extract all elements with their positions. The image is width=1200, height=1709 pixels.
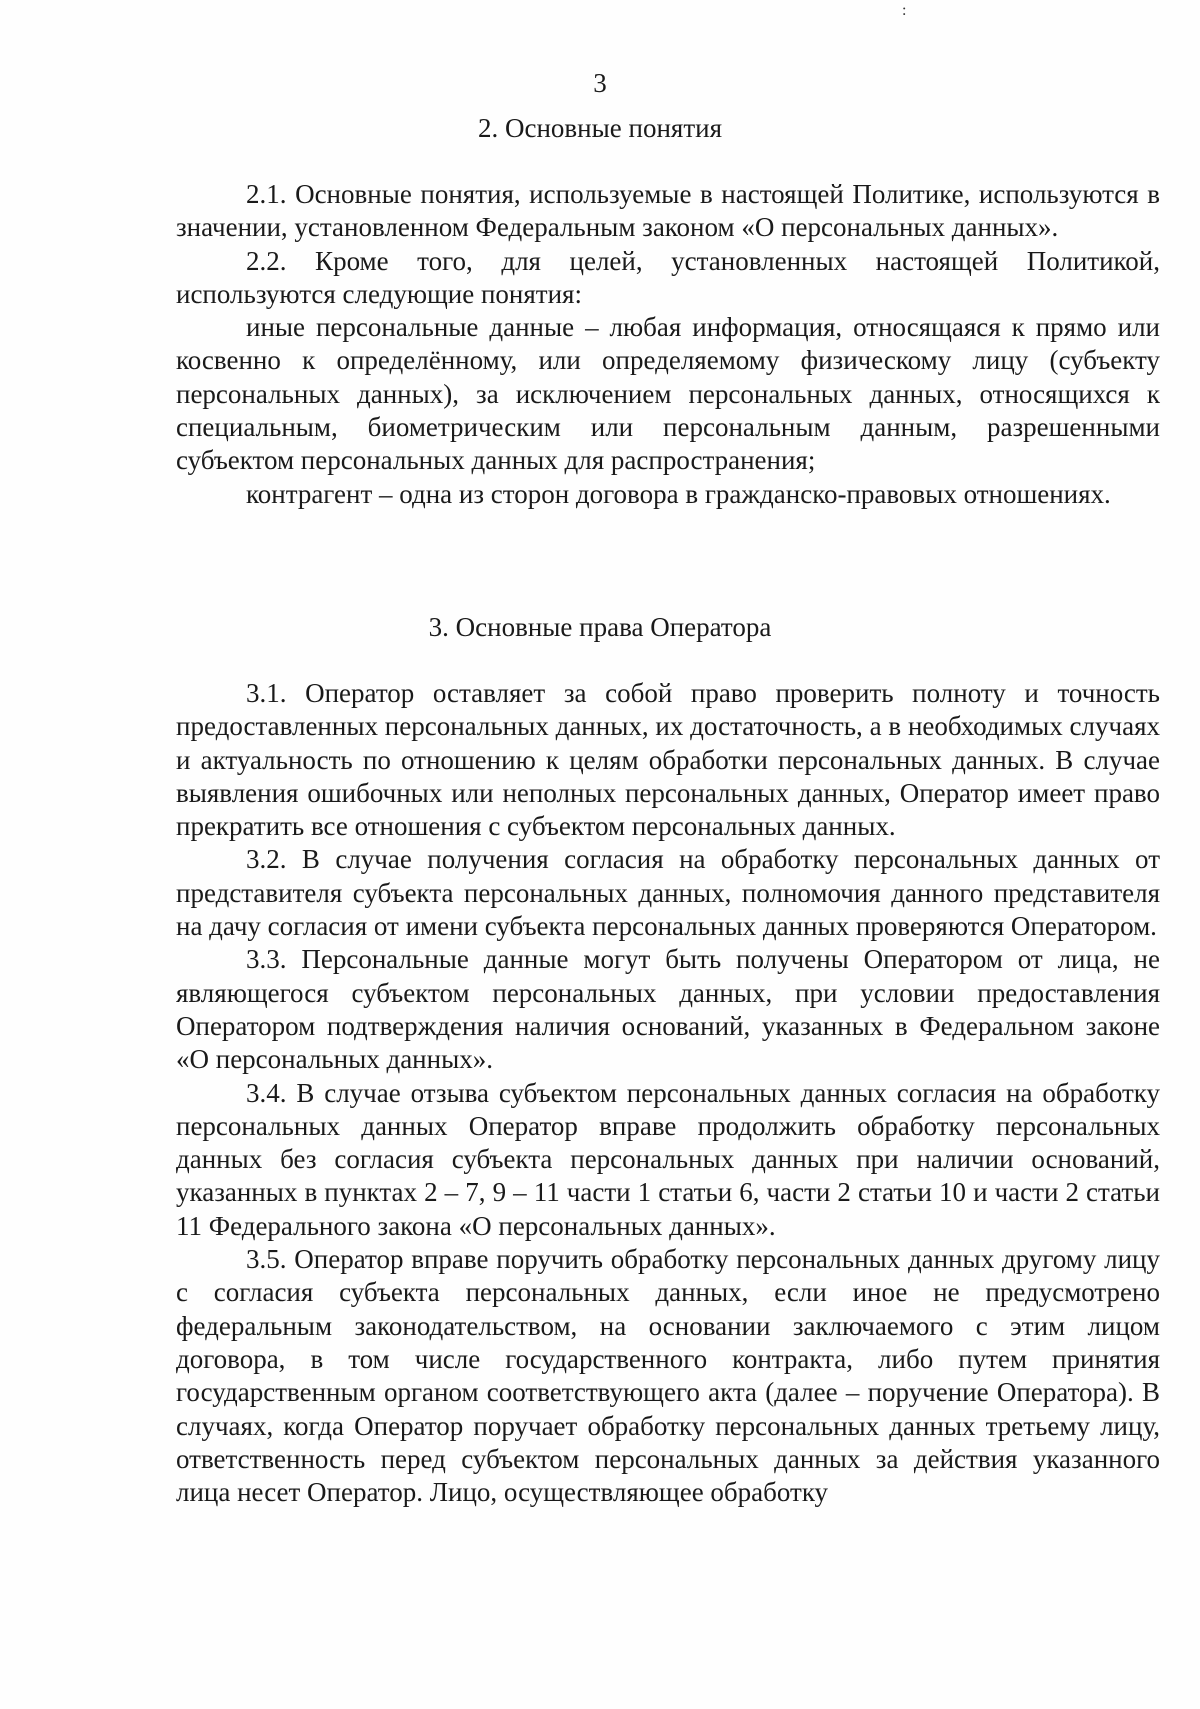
- section-3-body: [176, 677, 1160, 1509]
- paragraph-2-2: 2.2. Кроме того, для целей, установленных настоящей Политикой, используются следующие понятия:: [176, 245, 1160, 309]
- definition-other-personal-data: иные персональные данные – любая информация, относящаяся к прямо или косвенно к определённому, или определяемому физическому лицу (субъекту персональных данных), за исключением персональных данных, относящихся к специальным, биометрическим или персональным данным, разрешенными субъектом персональных данных для распространения;: [176, 312, 1160, 476]
- paragraph-3-5: 3.5. Оператор вправе поручить обработку персональных данных другому лицу с согласия субъекта персональных данных, если иное не предусмотрено федеральным законодательством, на основании заключаемого с этим лицом договора, в том числе государственного контракта, либо путем принятия государственным органом соответствующего акта (далее – поручение Оператора). В случаях, когда Оператор поручает обработку персональных данных третьему лицу, ответственность перед субъектом персональных данных за действия указанного лица несет Оператор. Лицо, осуществляющее обработку: [176, 1244, 1160, 1508]
- paragraph-3-2: 3.2. В случае получения согласия на обработку персональных данных от представителя субъекта персональных данных, полномочия данного представителя на дачу согласия от имени субъекта персональных данных проверяются Оператором.: [176, 844, 1160, 942]
- section-2-body: [176, 178, 1160, 511]
- definition-counterparty: контрагент – одна из сторон договора в гражданско-правовых отношениях.: [246, 478, 1111, 509]
- paragraph-3-4: 3.4. В случае отзыва субъектом персональных данных согласия на обработку персональных данных Оператор вправе продолжить обработку персональных данных без согласия субъекта персональных данных при наличии оснований, указанных в пунктах 2 – 7, 9 – 11 части 1 статьи 6, части 2 статьи 10 и части 2 статьи 11 Федерального закона «О персональных данных».: [176, 1077, 1160, 1241]
- scan-speck: :: [902, 2, 907, 19]
- paragraph-3-1: 3.1. Оператор оставляет за собой право проверить полноту и точность предоставленных персональных данных, их достаточность, а в необходимых случаях и актуальность по отношению к целям обработки персональных данных. В случае выявления ошибочных или неполных персональных данных, Оператор имеет право прекратить все отношения с субъектом персональных данных.: [176, 678, 1160, 842]
- paragraph-2-1: 2.1. Основные понятия, используемые в настоящей Политике, используются в значении, установленном Федеральным законом «О персональных данных».: [176, 179, 1160, 243]
- paragraph-3-3: 3.3. Персональные данные могут быть получены Оператором от лица, не являющегося субъектом персональных данных, при условии предоставления Оператором подтверждения наличия оснований, указанных в Федеральном законе «О персональных данных».: [176, 944, 1160, 1075]
- page-number: 3: [593, 68, 607, 98]
- section-3-heading: 3. Основные права Оператора: [428, 612, 772, 642]
- section-2-heading: 2. Основные понятия: [478, 113, 722, 143]
